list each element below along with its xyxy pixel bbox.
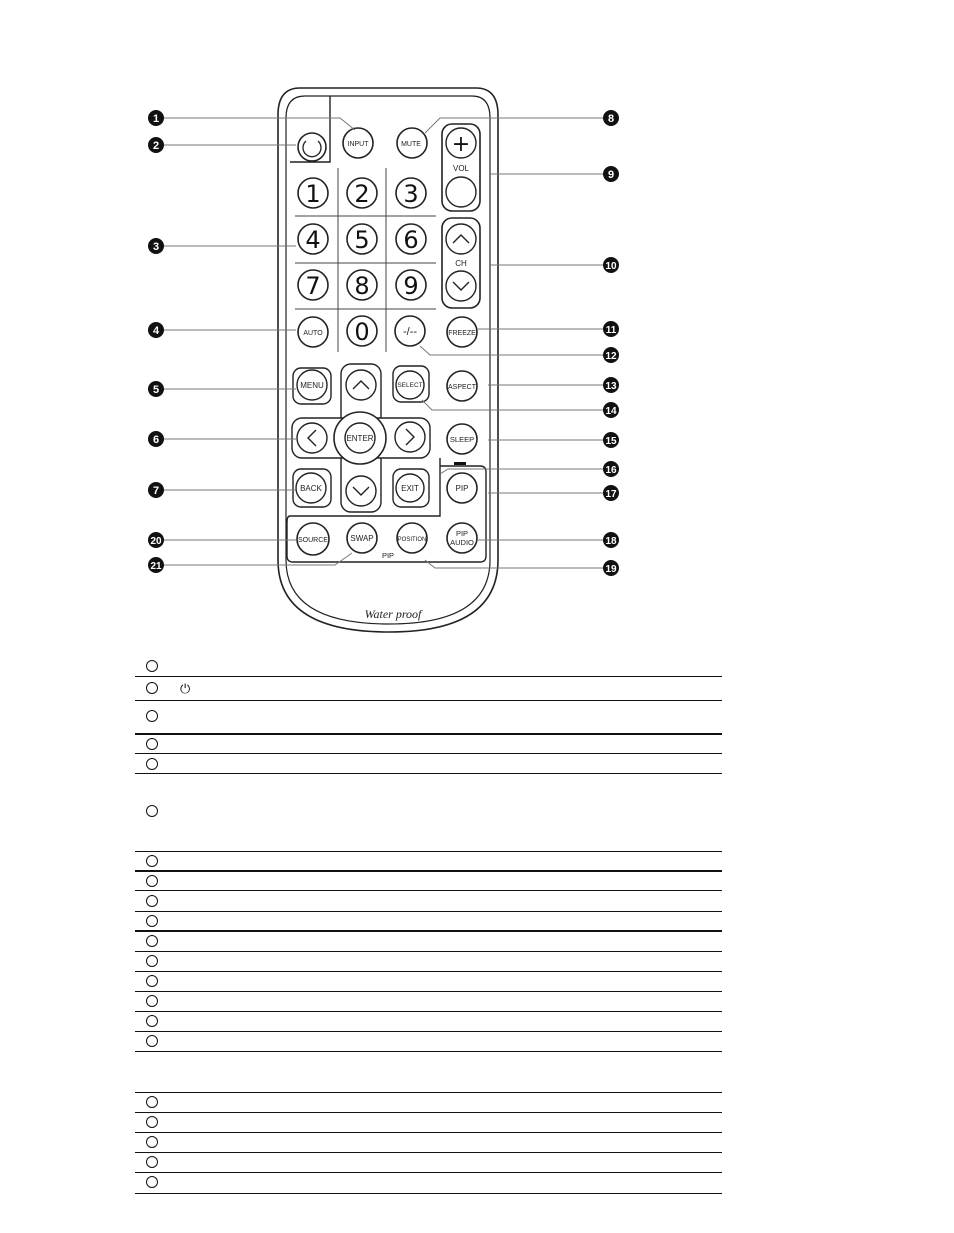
callout-number: 12 bbox=[605, 351, 617, 362]
circle-icon bbox=[146, 1015, 158, 1027]
row-divider bbox=[135, 676, 722, 677]
circle-icon bbox=[146, 1035, 158, 1047]
svg-text:ENTER: ENTER bbox=[346, 434, 374, 443]
nav-left-button[interactable] bbox=[297, 423, 327, 453]
digit-buttons bbox=[298, 178, 426, 300]
callout-number: 17 bbox=[605, 489, 617, 500]
callout-number: 8 bbox=[607, 113, 615, 125]
freeze-button[interactable] bbox=[447, 317, 477, 347]
exit-button[interactable] bbox=[393, 469, 429, 507]
digit-label: 3 bbox=[403, 180, 419, 208]
callout-15 bbox=[603, 432, 619, 448]
nav-up-button[interactable] bbox=[346, 370, 376, 400]
callout-number: 19 bbox=[605, 564, 617, 575]
callout-number: 13 bbox=[605, 381, 617, 392]
callout-18 bbox=[603, 532, 619, 548]
table-row bbox=[135, 893, 722, 911]
digit-label: 4 bbox=[305, 226, 321, 254]
pip-group-label: PIP bbox=[381, 551, 395, 560]
position-button[interactable] bbox=[397, 523, 427, 553]
callout-number: 3 bbox=[152, 241, 160, 253]
table-row bbox=[135, 703, 722, 733]
callout-number: 10 bbox=[605, 261, 617, 272]
digit-4-button[interactable] bbox=[298, 224, 328, 254]
circle-icon bbox=[146, 805, 158, 817]
digit-6-button[interactable] bbox=[396, 224, 426, 254]
svg-text:AUDIO: AUDIO bbox=[450, 538, 474, 547]
callout-number: 9 bbox=[607, 169, 615, 181]
svg-text:INPUT: INPUT bbox=[347, 141, 369, 148]
row-divider bbox=[135, 911, 722, 912]
row-divider bbox=[135, 870, 722, 872]
circle-icon bbox=[146, 1176, 158, 1188]
row-divider bbox=[135, 753, 722, 754]
row-divider bbox=[135, 971, 722, 972]
circle-icon bbox=[146, 935, 158, 947]
circle-icon bbox=[146, 955, 158, 967]
svg-text:SWAP: SWAP bbox=[350, 534, 374, 543]
callout-6 bbox=[148, 431, 164, 447]
menu-button[interactable] bbox=[293, 368, 331, 404]
callout-13 bbox=[603, 377, 619, 393]
table-row bbox=[135, 1114, 722, 1132]
svg-text:-/--: -/-- bbox=[402, 326, 418, 338]
circle-icon bbox=[146, 995, 158, 1007]
row-divider bbox=[135, 733, 722, 735]
table-row bbox=[135, 973, 722, 991]
circle-icon bbox=[146, 710, 158, 722]
svg-text:PIP: PIP bbox=[455, 529, 469, 538]
callout-3 bbox=[148, 238, 164, 254]
digit-label: 6 bbox=[403, 226, 419, 254]
pip-audio-button[interactable] bbox=[447, 523, 477, 553]
digit-label: 7 bbox=[305, 272, 321, 300]
table-row bbox=[135, 1134, 722, 1152]
circle-icon bbox=[146, 1116, 158, 1128]
callout-number: 6 bbox=[152, 434, 160, 446]
svg-text:MENU: MENU bbox=[300, 381, 324, 390]
circle-icon bbox=[146, 1136, 158, 1148]
circle-icon bbox=[146, 682, 158, 694]
table-row bbox=[135, 933, 722, 951]
callout-number: 11 bbox=[605, 325, 617, 336]
table-row bbox=[135, 853, 722, 871]
callout-number: 14 bbox=[605, 406, 617, 417]
digit-9-button[interactable] bbox=[396, 270, 426, 300]
aspect-button[interactable] bbox=[447, 371, 477, 401]
callout-badges bbox=[148, 110, 619, 576]
water-proof-label: Water proof bbox=[364, 607, 422, 621]
row-divider bbox=[135, 1092, 722, 1093]
callout-16 bbox=[603, 461, 619, 477]
callout-9 bbox=[603, 166, 619, 182]
volume-rocker[interactable] bbox=[442, 124, 480, 211]
svg-text:0: 0 bbox=[354, 318, 370, 346]
pip-button[interactable] bbox=[447, 473, 477, 503]
callout-1 bbox=[148, 110, 164, 126]
callout-number: 4 bbox=[152, 325, 160, 337]
row-divider bbox=[135, 1193, 722, 1194]
table-row bbox=[135, 1013, 722, 1031]
digit-8-button[interactable] bbox=[347, 270, 377, 300]
table-row bbox=[135, 1033, 722, 1051]
power-button[interactable] bbox=[298, 133, 326, 161]
circle-icon bbox=[146, 975, 158, 987]
callout-5 bbox=[148, 381, 164, 397]
circle-icon bbox=[146, 855, 158, 867]
callout-2 bbox=[148, 137, 164, 153]
mute-button[interactable] bbox=[397, 128, 427, 158]
digit-label: 9 bbox=[403, 272, 419, 300]
sleep-button[interactable] bbox=[447, 424, 477, 454]
svg-text:CH: CH bbox=[455, 259, 467, 268]
row-divider bbox=[135, 1152, 722, 1153]
table-row bbox=[135, 1154, 722, 1172]
callout-number: 15 bbox=[605, 436, 617, 447]
row-divider bbox=[135, 1112, 722, 1113]
digit-2-button[interactable] bbox=[347, 178, 377, 208]
input-button[interactable] bbox=[343, 128, 373, 158]
pip-led bbox=[454, 462, 466, 465]
callout-7 bbox=[148, 482, 164, 498]
svg-text:POSITION: POSITION bbox=[397, 537, 427, 543]
channel-rocker[interactable] bbox=[442, 218, 480, 308]
digit-label: 2 bbox=[354, 180, 370, 208]
callout-17 bbox=[603, 485, 619, 501]
table-row bbox=[135, 756, 722, 774]
table-row bbox=[135, 1174, 722, 1192]
table-row bbox=[135, 775, 722, 851]
callout-11 bbox=[603, 321, 619, 337]
table-row bbox=[135, 953, 722, 971]
callout-21 bbox=[148, 557, 164, 573]
digit-0-button[interactable] bbox=[347, 316, 377, 346]
callout-number: 21 bbox=[150, 561, 162, 572]
source-button[interactable] bbox=[297, 523, 329, 555]
row-divider bbox=[135, 890, 722, 891]
nav-down-button[interactable] bbox=[346, 476, 376, 506]
callout-14 bbox=[603, 402, 619, 418]
svg-text:+: + bbox=[451, 132, 471, 157]
select-button[interactable] bbox=[393, 366, 429, 402]
swap-button[interactable] bbox=[347, 523, 377, 553]
dash-button[interactable] bbox=[395, 316, 425, 346]
nav-right-button[interactable] bbox=[395, 422, 425, 452]
digit-3-button[interactable] bbox=[396, 178, 426, 208]
row-divider bbox=[135, 1051, 722, 1052]
row-divider bbox=[135, 851, 722, 852]
callout-number: 16 bbox=[605, 465, 617, 476]
circle-icon bbox=[146, 758, 158, 770]
table-row bbox=[135, 873, 722, 891]
circle-icon bbox=[146, 738, 158, 750]
callout-number: 2 bbox=[152, 140, 160, 152]
circle-icon bbox=[146, 1096, 158, 1108]
svg-text:FREEZE: FREEZE bbox=[448, 330, 476, 337]
digit-label: 1 bbox=[305, 180, 321, 208]
table-row bbox=[135, 658, 722, 674]
row-divider bbox=[135, 1172, 722, 1173]
digit-label: 5 bbox=[354, 226, 370, 254]
callout-19 bbox=[603, 560, 619, 576]
svg-text:VOL: VOL bbox=[452, 164, 470, 173]
circle-icon bbox=[146, 660, 158, 672]
callout-20 bbox=[148, 532, 164, 548]
svg-text:MUTE: MUTE bbox=[401, 141, 421, 148]
svg-text:AUTO: AUTO bbox=[303, 330, 323, 337]
svg-text:ASPECT: ASPECT bbox=[447, 384, 477, 391]
callout-12 bbox=[603, 347, 619, 363]
row-divider bbox=[135, 951, 722, 952]
enter-button[interactable] bbox=[334, 412, 386, 464]
callout-number: 5 bbox=[152, 384, 160, 396]
row-divider bbox=[135, 773, 722, 774]
svg-text:BACK: BACK bbox=[300, 484, 322, 493]
row-divider bbox=[135, 1031, 722, 1032]
circle-icon bbox=[146, 895, 158, 907]
row-divider bbox=[135, 1011, 722, 1012]
digit-1-button[interactable] bbox=[298, 178, 328, 208]
table-row bbox=[135, 913, 722, 931]
table-row bbox=[135, 679, 722, 699]
digit-7-button[interactable] bbox=[298, 270, 328, 300]
digit-label: 8 bbox=[354, 272, 370, 300]
callout-number: 7 bbox=[152, 485, 160, 497]
callout-4 bbox=[148, 322, 164, 338]
svg-text:EXIT: EXIT bbox=[401, 484, 419, 493]
circle-icon bbox=[146, 915, 158, 927]
row-divider bbox=[135, 700, 722, 701]
svg-text:SLEEP: SLEEP bbox=[449, 435, 475, 444]
svg-text:SELECT: SELECT bbox=[397, 382, 423, 389]
svg-text:SOURCE: SOURCE bbox=[298, 537, 328, 544]
digit-5-button[interactable] bbox=[347, 224, 377, 254]
auto-button[interactable] bbox=[298, 317, 328, 347]
table-row bbox=[135, 736, 722, 754]
back-button[interactable] bbox=[293, 469, 331, 507]
callout-number: 18 bbox=[605, 536, 617, 547]
row-divider bbox=[135, 991, 722, 992]
callout-number: 1 bbox=[152, 113, 160, 125]
row-divider bbox=[135, 930, 722, 932]
table-row bbox=[135, 1094, 722, 1112]
power-icon: ⏻ bbox=[180, 681, 191, 696]
circle-icon bbox=[146, 1156, 158, 1168]
row-divider bbox=[135, 1132, 722, 1133]
svg-text:PIP: PIP bbox=[455, 484, 469, 493]
table-row bbox=[135, 993, 722, 1011]
callout-8 bbox=[603, 110, 619, 126]
callout-number: 20 bbox=[150, 536, 162, 547]
callout-10 bbox=[603, 257, 619, 273]
circle-icon bbox=[146, 875, 158, 887]
